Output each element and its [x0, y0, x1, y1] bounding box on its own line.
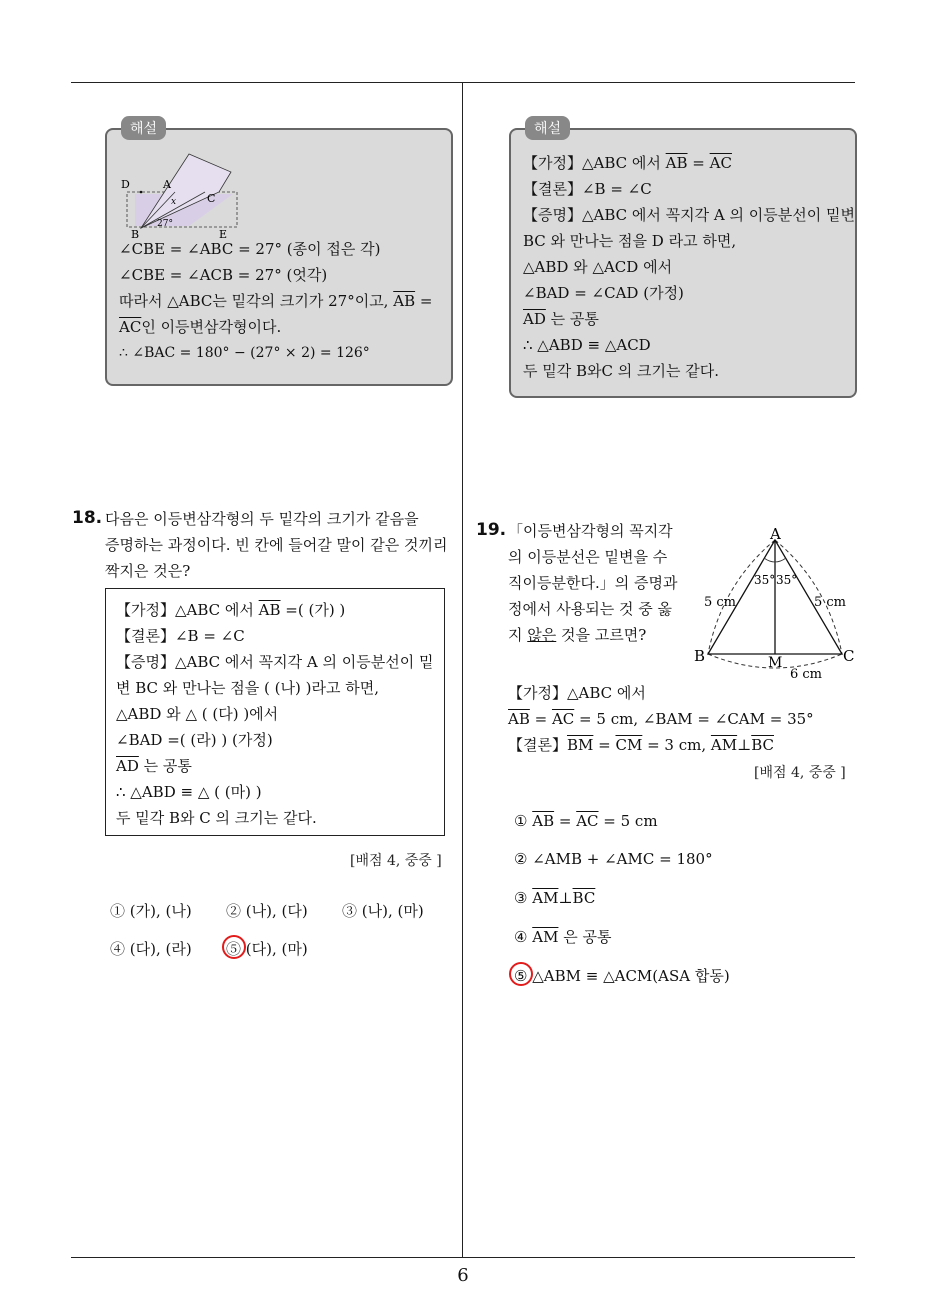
- label-E: E: [219, 228, 228, 241]
- question-18-proof-box: [105, 588, 445, 836]
- label-base: 6 cm: [790, 667, 823, 682]
- question-18-meta: [배점 4, 중중 ]: [350, 853, 442, 869]
- q18-box-line-2: 【결론】∠B = ∠C: [116, 627, 245, 645]
- question-18-text: 다음은 이등변삼각형의 두 밑각의 크기가 같음을 증명하는 과정이다. 빈 칸에 들어갈 말이 같은 것끼리 짝지은 것은?: [105, 510, 448, 580]
- label-C: C: [207, 192, 216, 205]
- label-M: M: [768, 655, 783, 671]
- q18-box-line-5: △ABD 와 △ ( (다) )에서: [116, 705, 279, 723]
- q18-choice-1[interactable]: ① (가), (나): [110, 902, 192, 920]
- left-sol-line-5: ∴ ∠BAC = 180° − (27° × 2) = 126°: [119, 345, 370, 361]
- q19-option-5[interactable]: ⑤ △ABM ≡ △ACM(ASA 합동): [514, 967, 730, 985]
- isosceles-triangle-figure: [692, 524, 862, 684]
- label-B: B: [131, 228, 140, 241]
- q18-box-line-8: ∴ △ABD ≡ △ ( (마) ): [116, 783, 262, 801]
- label-D: D: [121, 178, 130, 191]
- label-angle: 27°: [157, 219, 173, 229]
- q18-choice-3[interactable]: ③ (나), (마): [342, 902, 424, 920]
- left-sol-line-2: ∠CBE = ∠ACB = 27° (엇각): [119, 266, 328, 284]
- folded-paper-figure: [119, 152, 249, 242]
- label-A: A: [770, 525, 781, 543]
- q18-box-line-6: ∠BAD =( (라) ) (가정): [116, 731, 273, 749]
- right-sol-line-5: △ABD 와 △ACD 에서: [523, 258, 673, 276]
- question-19-number: 19.: [476, 520, 507, 540]
- right-sol-line-6: ∠BAD = ∠CAD (가정): [523, 284, 684, 302]
- top-rule: [71, 82, 855, 83]
- question-18-number: 18.: [72, 508, 103, 528]
- label-x: x: [171, 197, 177, 207]
- solution-tag: 해설: [121, 116, 166, 140]
- question-19-meta: [배점 4, 중중 ]: [754, 765, 846, 781]
- right-sol-line-3: 【증명】△ABC 에서 꼭지각 A 의 이등분선이 밑변: [523, 206, 855, 224]
- solution-tag: 해설: [525, 116, 570, 140]
- q19-option-4[interactable]: ④ $\overline{AM}$ 은 공통: [514, 928, 612, 946]
- left-solution-box: [105, 121, 453, 386]
- label-left-side: 5 cm: [704, 595, 737, 610]
- right-solution-box: [509, 121, 857, 398]
- q18-box-line-7: $\overline{AD}$ 는 공통: [116, 757, 192, 775]
- label-right-side: 5 cm: [814, 595, 847, 610]
- question-19-given: 【가정】△ABC 에서 $\overline{AB} = \overline{AC} = 5$ cm, ∠BAM = ∠CAM = 35° 【결론】$\overline{BM} = \overline{CM} = 3$ cm, $\overline{AM}\perp\overline{BC}$: [508, 684, 814, 754]
- label-angle-right: 35°: [776, 573, 798, 587]
- right-sol-line-9: 두 밑각 B와C 의 크기는 같다.: [523, 362, 720, 380]
- bottom-rule: [71, 1257, 855, 1258]
- q18-choice-2[interactable]: ② (나), (다): [226, 902, 308, 920]
- q18-box-line-3: 【증명】△ABC 에서 꼭지각 A 의 이등분선이 밑: [116, 653, 434, 671]
- left-sol-line-3: 따라서 △ABC는 밑각의 크기가 27°이고, $\overline{AB}$ =: [119, 292, 433, 310]
- right-sol-line-4: BC 와 만나는 점을 D 라고 하면,: [523, 232, 737, 250]
- column-divider: [462, 82, 463, 1257]
- label-C: C: [843, 647, 855, 665]
- right-sol-line-7: $\overline{AD}$ 는 공통: [523, 310, 599, 328]
- q19-option-3[interactable]: ③ $\overline{AM}\perp\overline{BC}$: [514, 889, 596, 907]
- q18-box-line-1: 【가정】△ABC 에서 $\overline{AB}$ =( (가) ): [116, 601, 346, 619]
- right-sol-line-1: 【가정】△ABC 에서 $\overline{AB} = \overline{AC}$: [523, 154, 732, 172]
- label-A: A: [163, 178, 171, 191]
- question-19-text: 「이등변삼각형의 꼭지각 의 이등분선은 밑변을 수 직이등분한다.」의 증명과 정에서 사용되는 것 중 옳 지 않은 것을 고르면?: [508, 522, 678, 644]
- q18-choice-4[interactable]: ④ (다), (라): [110, 940, 192, 958]
- page-number: 6: [457, 1265, 469, 1286]
- q18-choice-5[interactable]: ⑤ (다), (마): [226, 940, 308, 958]
- q18-box-line-4: 변 BC 와 만나는 점을 ( (나) )라고 하면,: [116, 679, 379, 697]
- answer-circle-mark: [222, 935, 246, 959]
- left-sol-line-4: $\overline{AC}$인 이등변삼각형이다.: [119, 318, 282, 336]
- label-angle-left: 35°: [754, 573, 776, 587]
- left-sol-line-1: ∠CBE = ∠ABC = 27° (종이 접은 각): [119, 240, 381, 258]
- q19-option-2[interactable]: ② ∠AMB + ∠AMC = 180°: [514, 850, 713, 868]
- answer-circle-mark: [509, 962, 533, 986]
- q19-option-1[interactable]: ① $\overline{AB} = \overline{AC} = 5$ cm: [514, 812, 658, 830]
- right-sol-line-2: 【결론】∠B = ∠C: [523, 180, 652, 198]
- right-sol-line-8: ∴ △ABD ≡ △ACD: [523, 336, 651, 354]
- q18-box-line-9: 두 밑각 B와 C 의 크기는 같다.: [116, 809, 317, 827]
- label-B: B: [694, 647, 706, 665]
